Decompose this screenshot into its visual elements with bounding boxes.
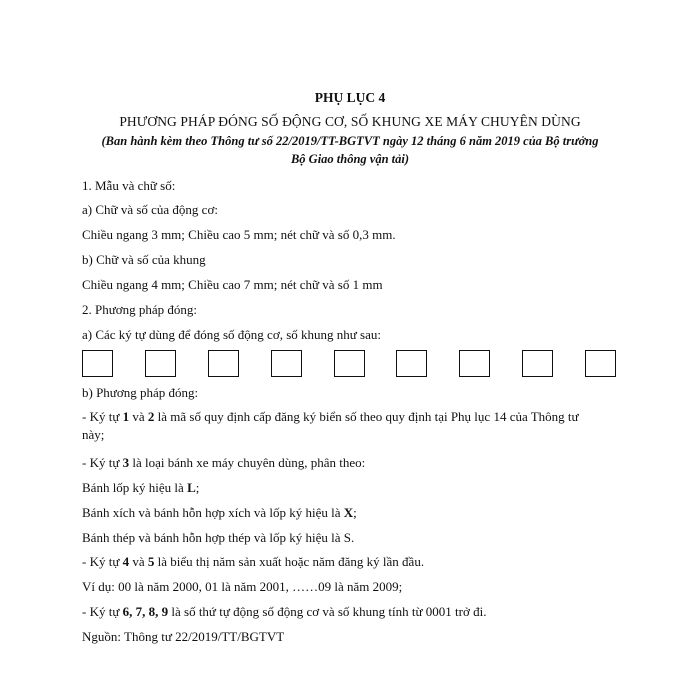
issuance-note-line2: Bộ Giao thông vận tải) xyxy=(290,152,410,166)
rule-chars-6-9: - Ký tự 6, 7, 8, 9 là số thứ tự động số động cơ và số khung tính từ 0001 trở đi. xyxy=(82,604,487,619)
section-1a-heading: a) Chữ và số của động cơ: xyxy=(82,202,218,217)
engine-char-spec: Chiều ngang 3 mm; Chiều cao 5 mm; nét chữ và số 0,3 mm. xyxy=(82,227,396,242)
character-box-6 xyxy=(396,350,427,377)
character-box-5 xyxy=(334,350,365,377)
character-box-8 xyxy=(522,350,553,377)
wheel-type-track: Bánh xích và bánh hỗn hợp xích và lốp ký hiệu là X; xyxy=(82,505,357,520)
rule-char-3: - Ký tự 3 là loại bánh xe máy chuyên dùng, phân theo: xyxy=(82,455,366,470)
document-subtitle: PHƯƠNG PHÁP ĐÓNG SỐ ĐỘNG CƠ, SỐ KHUNG XE MÁY CHUYÊN DÙNG xyxy=(119,114,581,129)
appendix-title: PHỤ LỤC 4 xyxy=(314,90,386,105)
character-box-4 xyxy=(271,350,302,377)
year-example: Ví dụ: 00 là năm 2000, 01 là năm 2001, ……09 là năm 2009; xyxy=(82,579,403,594)
section-2a-heading: a) Các ký tự dùng để đóng số động cơ, số khung như sau: xyxy=(82,327,381,342)
wheel-type-tire: Bánh lốp ký hiệu là L; xyxy=(82,480,200,495)
section-1-heading: 1. Mẫu và chữ số: xyxy=(82,178,176,193)
rule-chars-4-5: - Ký tự 4 và 5 là biểu thị năm sản xuất hoặc năm đăng ký lần đầu. xyxy=(82,554,425,569)
wheel-type-steel: Bánh thép và bánh hỗn hợp thép và lốp ký hiệu là S. xyxy=(82,530,355,545)
rule-chars-1-2-cont: này; xyxy=(82,427,105,442)
character-box-3 xyxy=(208,350,239,377)
character-box-row xyxy=(82,350,616,380)
character-box-2 xyxy=(145,350,176,377)
section-2-heading: 2. Phương pháp đóng: xyxy=(82,302,198,317)
character-box-7 xyxy=(459,350,490,377)
character-box-1 xyxy=(82,350,113,377)
character-box-9 xyxy=(585,350,616,377)
section-1b-heading: b) Chữ và số của khung xyxy=(82,252,206,267)
section-2b-heading: b) Phương pháp đóng: xyxy=(82,385,199,400)
issuance-note-line1: (Ban hành kèm theo Thông tư số 22/2019/TT-BGTVT ngày 12 tháng 6 năm 2019 của Bộ trưởng xyxy=(101,134,599,148)
rule-chars-1-2: - Ký tự 1 và 2 là mã số quy định cấp đăng ký biển số theo quy định tại Phụ lục 14 của Thông tư xyxy=(82,409,579,424)
source-note: Nguồn: Thông tư 22/2019/TT/BGTVT xyxy=(82,629,285,644)
frame-char-spec: Chiều ngang 4 mm; Chiều cao 7 mm; nét chữ và số 1 mm xyxy=(82,277,383,292)
